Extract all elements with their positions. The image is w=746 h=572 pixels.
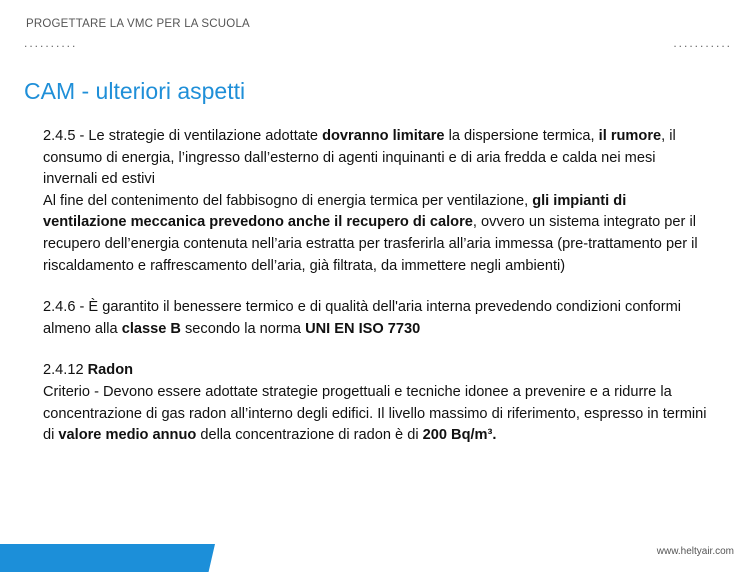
bold-text-run: dovranno limitare [322,128,445,144]
header-dots-left: .......... [24,36,78,50]
presentation-header-title: PROGETTARE LA VMC PER LA SCUOLA [26,18,250,30]
slide-body [43,126,708,447]
text-run: 2.4.6 - È garantito il benessere termico e di qualità dell'aria interna prevedendo condizioni conformi almeno alla [43,299,681,337]
bold-text-run: Radon [87,362,134,379]
paragraph-heat-recovery [43,191,708,277]
text-run: secondo la norma [180,320,306,337]
bold-text-run: valore medio annuo [58,427,197,444]
header-dots-right: ........... [673,36,732,50]
text-run: 2.4.12 [43,362,88,379]
bold-text-run: il rumore [598,128,662,144]
text-run: Criterio - Devono essere adottate strategie progettuali e tecniche idonee a prevenire e a ridurre la concentrazione di gas radon all’interno degli edifici. Il livello massimo di riferimento, espresso in termini di [43,383,707,444]
paragraph-gap [43,277,708,297]
text-run: la dispersione termica, [444,128,599,144]
heading-2-4-12-radon [43,360,708,382]
footer-website-url: www.heltyair.com [656,546,734,557]
text-run: , il consumo di energia, l’ingresso dall’esterno di agenti inquinanti e di aria fredda e calda nei mesi invernali ed estivi [43,128,676,188]
bold-text-run: gli impianti di ventilazione meccanica prevedono anche il recupero di calore [43,192,627,231]
text-run: Al fine del contenimento del fabbisogno di energia termica per ventilazione, [43,192,533,209]
paragraph-gap [43,340,708,360]
bold-text-run: 200 Bq/m³. [422,427,497,444]
bold-text-run: UNI EN ISO 7730 [305,320,421,337]
paragraph-radon-criterion [43,382,708,447]
text-run: , ovvero un sistema integrato per il recupero dell’energia contenuta nell’aria estratta per trasferirla all’aria immessa (pre-trattamento per il riscaldamento e raffrescamento dell’aria, già filtrata, da immettere negli ambienti) [43,214,698,274]
bold-text-run: classe B [121,320,181,337]
paragraph-2-4-6 [43,297,708,340]
paragraph-2-4-5 [43,126,708,191]
slide-title: CAM - ulteriori aspetti [24,78,246,104]
text-run: della concentrazione di radon è di [196,427,423,444]
footer-accent-bar [0,544,215,572]
text-run: 2.4.5 - Le strategie di ventilazione adottate [43,128,323,144]
